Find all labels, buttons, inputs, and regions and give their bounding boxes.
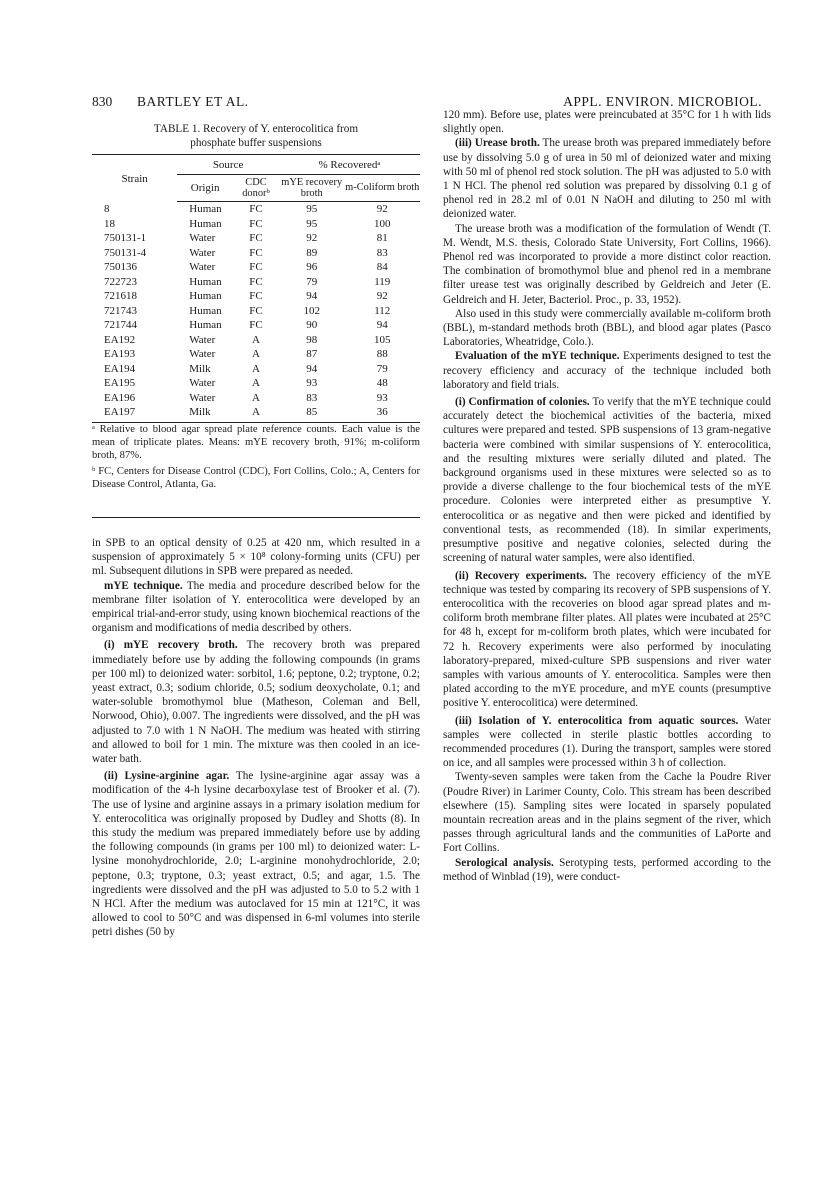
cell-mye: 94 bbox=[306, 290, 318, 303]
right-paragraph-1: 120 mm). Before use, plates were preincubated at 35°C for 1 h with lids slightly open. bbox=[443, 109, 771, 136]
table-row bbox=[92, 231, 420, 246]
cell-mye: 94 bbox=[306, 362, 318, 375]
cell-donor: A bbox=[233, 405, 279, 422]
cell-mcoliform: 105 bbox=[374, 333, 391, 346]
cell-mcoliform: 93 bbox=[376, 391, 388, 404]
cell-strain: EA195 bbox=[104, 377, 136, 390]
cell-origin: Milk bbox=[177, 405, 233, 422]
left-column bbox=[92, 108, 420, 940]
right-paragraph-8: (iii) Isolation of Y. enterocolitica from aquatic sources. Water samples were collected in sterile plastic bottles according to recommended procedures (1). During the transport, samples were stored on ice, and all samples were processed within 3 h of collection. bbox=[443, 714, 771, 770]
cell-strain: 18 bbox=[104, 217, 115, 230]
right-paragraph-5: Evaluation of the mYE technique. Experiments designed to test the recovery efficiency and accuracy of the technique included both laboratory and field trials. bbox=[443, 350, 771, 391]
cell-donor: A bbox=[251, 377, 260, 390]
table-row bbox=[92, 391, 420, 406]
right-paragraph-3: The urease broth was a modification of the formulation of Wendt (T. M. Wendt, M.S. thesis, Colorado State University, Fort Collins, 1966). Phenol red was incorporated to provide a more distinct color reaction. The combination of bromothymol blue and phenol red in a membrane filter urease test was originally described by Geldreich and Jeter (E. Geldreich and H. Jeter, Bacteriol. Proc., p. 33, 1952). bbox=[443, 222, 771, 306]
cell-origin: Water bbox=[189, 246, 216, 259]
cell-strain: 721618 bbox=[104, 290, 137, 303]
header-mye-broth: mYE recovery broth bbox=[279, 174, 345, 202]
table-row bbox=[92, 246, 420, 261]
cell-origin: Human bbox=[189, 217, 222, 230]
cell-strain: 721743 bbox=[104, 304, 137, 317]
journal-name: APPL. ENVIRON. MICROBIOL. bbox=[563, 94, 762, 109]
cell-strain: EA194 bbox=[104, 362, 136, 375]
table-row bbox=[92, 289, 420, 304]
cell-mye: 96 bbox=[306, 261, 318, 274]
header-origin: Origin bbox=[177, 174, 233, 202]
cell-donor: FC bbox=[249, 319, 263, 332]
cell-strain: 750131-1 bbox=[104, 232, 147, 245]
cell-donor: FC bbox=[249, 304, 263, 317]
table-row bbox=[92, 405, 420, 422]
table-row bbox=[92, 304, 420, 319]
cell-donor: FC bbox=[249, 290, 263, 303]
header-cdc-donor: CDC donorᵇ bbox=[233, 174, 279, 202]
left-paragraph-3: (i) mYE recovery broth. The recovery broth was prepared immediately before use by adding the following compounds (in grams per 100 ml) to deionized water: sorbitol, 1.6; peptone, 0.2; tryptone, 0.2; yeast extract, 0.3; sodium chloride, 0.5; sodium deoxycholate, 0.1; and water-soluble bromothymol blue (Matheson, Coleman and Bell, Norwood, Ohio), 0.007. The ingredients were dissolved, and the pH was adjusted to 7.0 with 1 N NaOH. The medium was heated with stirring and allowed to boil for 1 min. The mixture was then cooled in an ice-water bath. bbox=[92, 639, 420, 765]
table-row bbox=[92, 260, 420, 275]
cell-origin: Human bbox=[189, 304, 222, 317]
page-number: 830 bbox=[92, 94, 113, 109]
cell-origin: Water bbox=[189, 391, 216, 404]
header-recovered: % Recoveredᵃ bbox=[279, 157, 420, 174]
recovery-table bbox=[92, 154, 420, 423]
cell-mye: 85 bbox=[279, 405, 345, 422]
cell-strain: 722723 bbox=[104, 275, 137, 288]
cell-strain: EA192 bbox=[104, 333, 136, 346]
cell-donor: FC bbox=[249, 232, 263, 245]
right-paragraph-4: Also used in this study were commercially available m-coliform broth (BBL), m-standard methods broth (BBL), and blood agar plates (Pasco Laboratories, Wheatridge, Colo.). bbox=[443, 307, 771, 349]
cell-mcoliform: 112 bbox=[374, 304, 391, 317]
cell-mye: 79 bbox=[306, 275, 318, 288]
table-footnote-a: ᵃ Relative to blood agar spread plate reference counts. Each value is the mean of triplicate plates. Means: mYE recovery broth, 91%; m-coliform broth, 87%. bbox=[92, 423, 420, 461]
cell-strain: 750131-4 bbox=[104, 246, 147, 259]
cell-mcoliform: 83 bbox=[376, 246, 388, 259]
left-paragraph-4: (ii) Lysine-arginine agar. The lysine-arginine agar assay was a modification of the 4-h lysine decarboxylase test of Brooker et al. (7). The use of lysine and arginine assays in a primary isolation medium for Y. enterocolitica was originally proposed by Dudley and Shotts (8). In this study the medium was prepared immediately before use by adding the following compounds (in grams per 100 ml) to deionized water: L-lysine monohydrochloride, 2.0; L-arginine monohydrochloride, 2.0; peptone, 0.3; tryptone, 0.3; yeast extract, 0.5; and agar, 1.5. The ingredients were dissolved and the pH was adjusted to 5.0 to 5.2 with 1 N HCl. After the medium was autoclaved for 15 min at 121°C, it was allowed to cool to 50°C and was dispensed in 6-ml volumes into sterile petri dishes (50 by bbox=[92, 770, 420, 939]
cell-strain: EA196 bbox=[104, 391, 136, 404]
cell-mye: 87 bbox=[306, 348, 318, 361]
cell-mcoliform: 88 bbox=[376, 348, 388, 361]
cell-mcoliform: 119 bbox=[374, 275, 391, 288]
right-paragraph-6: (i) Confirmation of colonies. To verify that the mYE technique could accurately detect the biochemical activities of the bacteria, mixed cultures were prepared and tested. SPB suspensions of 13 gram-negative bacteria were combined with similar suspensions of Y. enterocolitica, and the resulting mixtures were serially diluted and plated. The background organisms used in these mixtures were selected so as to provide a diverse challenge to the four biochemical tests of the mYE procedure. Colonies were interpreted either as presumptive Y. enterocolitica or as negative and then were picked and identified by conventional tests, as recommended (18). In similar experiments, presumptive positive and negative colonies, selected during the screening of natural water samples, were also identified. bbox=[443, 396, 772, 565]
cell-donor: A bbox=[251, 362, 260, 375]
table-row bbox=[92, 347, 420, 362]
cell-mye: 92 bbox=[306, 232, 318, 245]
cell-origin: Human bbox=[189, 290, 222, 303]
table-row bbox=[92, 362, 420, 377]
cell-mcoliform: 36 bbox=[345, 405, 420, 422]
cell-donor: A bbox=[251, 391, 260, 404]
table-row bbox=[92, 318, 420, 333]
cell-donor: FC bbox=[249, 203, 263, 216]
cell-origin: Water bbox=[189, 348, 216, 361]
cell-donor: FC bbox=[249, 275, 263, 288]
cell-origin: Water bbox=[189, 232, 216, 245]
cell-mye: 95 bbox=[306, 217, 318, 230]
cell-donor: FC bbox=[249, 217, 263, 230]
cell-mcoliform: 92 bbox=[376, 203, 388, 216]
cell-strain: 721744 bbox=[104, 319, 137, 332]
cell-donor: FC bbox=[249, 246, 263, 259]
section-divider bbox=[92, 517, 420, 518]
cell-mcoliform: 100 bbox=[374, 217, 391, 230]
cell-donor: FC bbox=[249, 261, 263, 274]
cell-mye: 95 bbox=[306, 203, 318, 216]
cell-origin: Human bbox=[189, 203, 222, 216]
cell-donor: A bbox=[251, 333, 260, 346]
header-strain: Strain bbox=[121, 173, 148, 186]
right-paragraph-10: Serological analysis. Serotyping tests, performed according to the method of Winblad (19), were conduct- bbox=[443, 856, 771, 883]
cell-origin: Water bbox=[189, 377, 216, 390]
table-row bbox=[92, 275, 420, 290]
right-paragraph-9: Twenty-seven samples were taken from the Cache la Poudre River (Poudre River) in Larimer County, Colo. This stream has been described elsewhere (15). Sampling sites were located in sparsely populated mountain recreation areas and in the plains segment of the river, which passes through agricultural lands and the communities of LaPorte and Fort Collins. bbox=[443, 771, 771, 855]
cell-donor: A bbox=[251, 348, 260, 361]
cell-mye: 102 bbox=[303, 304, 320, 317]
cell-strain: 750136 bbox=[104, 261, 137, 274]
cell-mye: 90 bbox=[306, 319, 318, 332]
cell-origin: Human bbox=[189, 319, 222, 332]
table-row bbox=[92, 333, 420, 348]
left-paragraph-1: in SPB to an optical density of 0.25 at 420 nm, which resulted in a suspension of approximately 5 × 10⁸ colony-forming units (CFU) per ml. Subsequent dilutions in SPB were prepared as needed. bbox=[92, 536, 420, 578]
header-source: Source bbox=[177, 157, 279, 174]
cell-origin: Water bbox=[189, 333, 216, 346]
cell-origin: Human bbox=[189, 275, 222, 288]
cell-origin: Water bbox=[189, 261, 216, 274]
table-row bbox=[92, 376, 420, 391]
cell-mye: 89 bbox=[306, 246, 318, 259]
cell-mcoliform: 84 bbox=[376, 261, 388, 274]
left-paragraph-2: mYE technique. The media and procedure described below for the membrane filter isolation of Y. enterocolitica were developed by an empirical trial-and-error study, using known biochemical reactions of the organism and modifications of media described by others. bbox=[92, 579, 420, 635]
header-mcoliform-broth: m-Coliform broth bbox=[345, 174, 420, 202]
cell-mye: 98 bbox=[306, 333, 318, 346]
cell-strain: EA193 bbox=[104, 348, 136, 361]
running-authors: BARTLEY ET AL. bbox=[137, 94, 249, 109]
table-caption: TABLE 1. Recovery of Y. enterocolitica from phosphate buffer suspensions bbox=[153, 123, 359, 149]
cell-strain: 8 bbox=[104, 203, 110, 216]
right-paragraph-7: (ii) Recovery experiments. The recovery efficiency of the mYE technique was tested by comparing its recovery of SPB suspensions of Y. enterocolitica with the recoveries on blood agar spread plates and m-coliform broth membrane filter plates. All plates were incubated at 25°C for 48 h, except for m-coliform broth plates, which were incubated for 72 h. Recovery experiments were also performed by inoculating laboratory-prepared, mixed-culture SPB suspensions and river water samples with various amounts of Y. enterocolitica. Samples were then plated according to the mYE procedure, and mYE counts (presumptive positive Y. enterocolitica) were determined. bbox=[443, 569, 772, 710]
cell-mye: 83 bbox=[306, 391, 318, 404]
table-row bbox=[92, 217, 420, 232]
cell-mcoliform: 48 bbox=[376, 377, 388, 390]
cell-strain: EA197 bbox=[92, 405, 177, 422]
cell-mcoliform: 92 bbox=[376, 290, 388, 303]
cell-mcoliform: 79 bbox=[376, 362, 388, 375]
cell-origin: Milk bbox=[189, 362, 211, 375]
right-paragraph-2: (iii) Urease broth. The urease broth was prepared immediately before use by dissolving 5.0 g of urea in 50 ml of deionized water and mixing with 50 ml of phenol red stock solution. The pH was adjusted to 5.0 with 1 N HCl. The phenol red solution was prepared by dissolving 0.1 g of phenol red in 28.2 ml of 0.01 N NaOH and diluting to 250 ml with deionized water. bbox=[443, 137, 771, 221]
table-footnote-b: ᵇ FC, Centers for Disease Control (CDC), Fort Collins, Colo.; A, Centers for Disease Control, Atlanta, Ga. bbox=[92, 465, 420, 490]
right-column bbox=[443, 108, 771, 884]
cell-mcoliform: 81 bbox=[376, 232, 388, 245]
table-row bbox=[92, 202, 420, 217]
cell-mcoliform: 94 bbox=[376, 319, 388, 332]
cell-mye: 93 bbox=[306, 377, 318, 390]
